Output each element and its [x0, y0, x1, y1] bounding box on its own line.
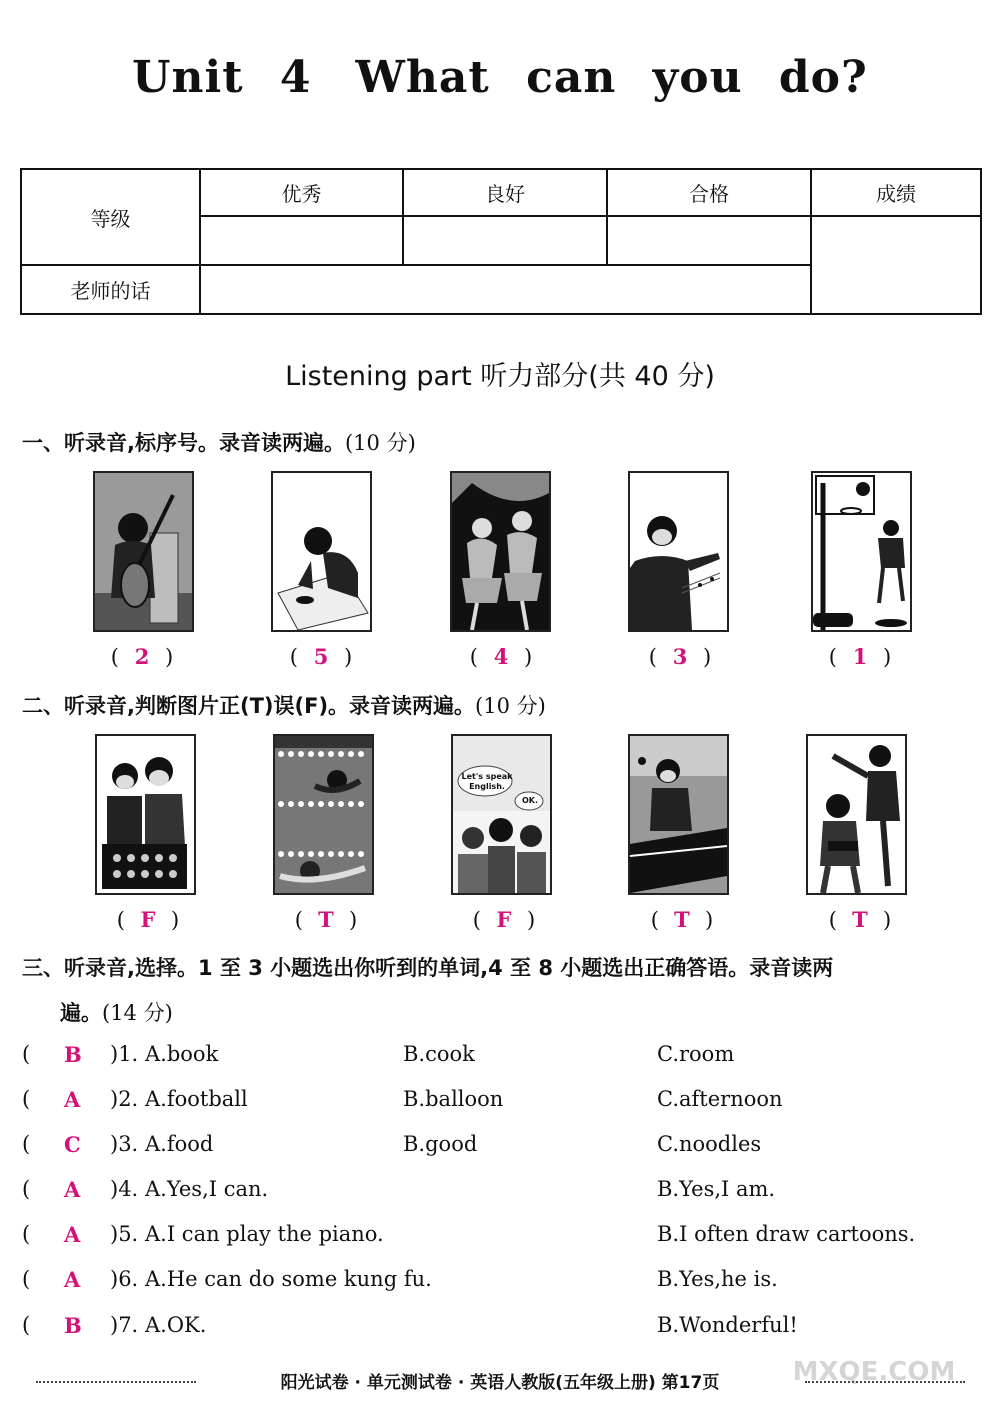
- score-label: 成绩: [811, 169, 981, 216]
- q3-option-a: A.He can do some kung fu.: [145, 1267, 432, 1291]
- q3-option-a: A.Yes,I can.: [145, 1177, 269, 1201]
- q1-picture-5-basketball: [811, 471, 912, 632]
- q3-item-4[interactable]: [22, 1177, 982, 1207]
- excellent-label: 优秀: [200, 169, 403, 216]
- q3-option-c: B.Yes,he is.: [657, 1267, 778, 1291]
- q3-option-b: B.balloon: [403, 1087, 504, 1111]
- level-label: 等级: [21, 169, 200, 265]
- q3-item-open-paren: (: [22, 1313, 31, 1337]
- q3-item-answer: C: [64, 1132, 81, 1157]
- q1-points: (10 分): [344, 431, 416, 455]
- q3-heading-line2: [60, 997, 173, 1027]
- q1-answer-5[interactable]: ( 1 ): [828, 644, 892, 669]
- q3-item-open-paren: (: [22, 1177, 31, 1201]
- q1-answer-4[interactable]: ( 3 ): [648, 644, 712, 669]
- q3-item-2[interactable]: [22, 1087, 982, 1117]
- speech-bubble-ok: OK.: [521, 796, 539, 805]
- q1-heading: [22, 427, 416, 457]
- pass-cell[interactable]: [607, 216, 811, 265]
- q2-answer-5[interactable]: ( T ): [828, 907, 892, 932]
- good-cell[interactable]: [403, 216, 607, 265]
- teacher-comment-cell[interactable]: [200, 265, 811, 314]
- q2-answer-2[interactable]: ( T ): [294, 907, 358, 932]
- q1-answer-5-value: 1: [852, 644, 868, 669]
- speech-bubble-english: Let's speak English.: [461, 772, 513, 791]
- q1-picture-2-drawing: [271, 471, 372, 632]
- q2-answer-1[interactable]: ( F ): [116, 907, 180, 932]
- q3-item-answer: A: [64, 1267, 81, 1292]
- q1-answer-4-value: 3: [672, 644, 688, 669]
- q3-item-answer: A: [64, 1222, 81, 1247]
- q3-item-number: )2.: [110, 1087, 139, 1111]
- footer: 阳光试卷 · 单元测试卷 · 英语人教版(五年级上册) 第17页: [280, 1373, 720, 1393]
- q3-instruction-end: 遍。: [60, 1001, 102, 1025]
- q2-answer-4-value: T: [674, 907, 690, 932]
- q3-item-number: )4.: [110, 1177, 139, 1201]
- q3-item-open-paren: (: [22, 1267, 31, 1291]
- unit-label: Unit 4: [132, 52, 312, 103]
- q3-option-c: C.room: [657, 1042, 735, 1066]
- q3-item-answer: A: [64, 1087, 81, 1112]
- q3-item-number: )1.: [110, 1042, 139, 1066]
- q3-option-c: C.noodles: [657, 1132, 762, 1156]
- page-title: [0, 52, 1000, 103]
- q2-picture-4-ping-pong: [628, 734, 729, 895]
- q2-answer-5-value: T: [852, 907, 868, 932]
- q3-item-number: )6.: [110, 1267, 139, 1291]
- q3-item-open-paren: (: [22, 1042, 31, 1066]
- q2-picture-3-speaking-english: [451, 734, 552, 895]
- q3-heading-line1: 三、听录音,选择。1 至 3 小题选出你听到的单词,4 至 8 小题选出正确答语。录音读两: [22, 956, 834, 980]
- q3-option-b: B.cook: [403, 1042, 475, 1066]
- pass-label: 合格: [607, 169, 811, 216]
- q1-answer-3[interactable]: ( 4 ): [469, 644, 533, 669]
- q1-answer-1[interactable]: ( 2 ): [110, 644, 174, 669]
- q3-item-number: )3.: [110, 1132, 139, 1156]
- q3-item-1[interactable]: [22, 1042, 982, 1072]
- q2-picture-1-cooking: [95, 734, 196, 895]
- q3-item-answer: A: [64, 1177, 81, 1202]
- excellent-cell[interactable]: [200, 216, 403, 265]
- q3-item-answer: B: [64, 1042, 82, 1067]
- q1-picture-3-dancing: [450, 471, 551, 632]
- q2-picture-2-swimming: [273, 734, 374, 895]
- q1-answer-1-value: 2: [134, 644, 150, 669]
- q3-item-3[interactable]: [22, 1132, 982, 1162]
- q2-answer-3[interactable]: ( F ): [472, 907, 536, 932]
- q3-option-c: B.Wonderful!: [657, 1313, 798, 1337]
- q3-option-c: C.afternoon: [657, 1087, 783, 1111]
- q3-option-c: B.Yes,I am.: [657, 1177, 776, 1201]
- q1-answer-2[interactable]: ( 5 ): [289, 644, 353, 669]
- q2-answer-1-value: F: [140, 907, 156, 932]
- q3-option-a: A.book: [145, 1042, 219, 1066]
- q3-option-c: B.I often draw cartoons.: [657, 1222, 916, 1246]
- good-label: 良好: [403, 169, 607, 216]
- watermark-text: MXQE.COM: [792, 1357, 956, 1387]
- q3-item-open-paren: (: [22, 1087, 31, 1111]
- q2-answer-3-value: F: [496, 907, 512, 932]
- q3-item-number: )5.: [110, 1222, 139, 1246]
- q1-picture-4-singing: [628, 471, 729, 632]
- q1-answer-2-value: 5: [313, 644, 329, 669]
- q1-picture-1-pipa-player: [93, 471, 194, 632]
- score-cell[interactable]: [811, 216, 981, 314]
- q2-picture-5-kung-fu: [806, 734, 907, 895]
- q2-heading: [22, 690, 546, 720]
- q3-item-5[interactable]: [22, 1222, 982, 1252]
- q3-item-number: )7.: [110, 1313, 139, 1337]
- q3-option-a: A.football: [145, 1087, 248, 1111]
- q3-option-b: B.good: [403, 1132, 478, 1156]
- q1-answer-3-value: 4: [493, 644, 509, 669]
- q2-answer-4[interactable]: ( T ): [650, 907, 714, 932]
- q3-item-6[interactable]: [22, 1267, 982, 1297]
- teacher-comment-label: 老师的话: [21, 265, 200, 314]
- q3-option-a: A.I can play the piano.: [145, 1222, 384, 1246]
- q3-item-open-paren: (: [22, 1222, 31, 1246]
- q3-item-open-paren: (: [22, 1132, 31, 1156]
- q2-points: (10 分): [475, 694, 546, 718]
- q1-instruction: 一、听录音,标序号。录音读两遍。: [22, 431, 345, 455]
- q2-instruction: 二、听录音,判断图片正(T)误(F)。录音读两遍。: [22, 694, 476, 718]
- watermark-logo: [774, 1318, 974, 1398]
- q3-option-a: A.food: [145, 1132, 214, 1156]
- q3-points: (14 分): [102, 1001, 173, 1025]
- q2-answer-2-value: T: [318, 907, 334, 932]
- q3-option-a: A.OK.: [145, 1313, 207, 1337]
- listening-header: Listening part 听力部分(共 40 分): [285, 361, 715, 392]
- unit-question: What can you do?: [355, 52, 868, 103]
- grade-table: [20, 168, 982, 315]
- q3-item-answer: B: [64, 1313, 82, 1338]
